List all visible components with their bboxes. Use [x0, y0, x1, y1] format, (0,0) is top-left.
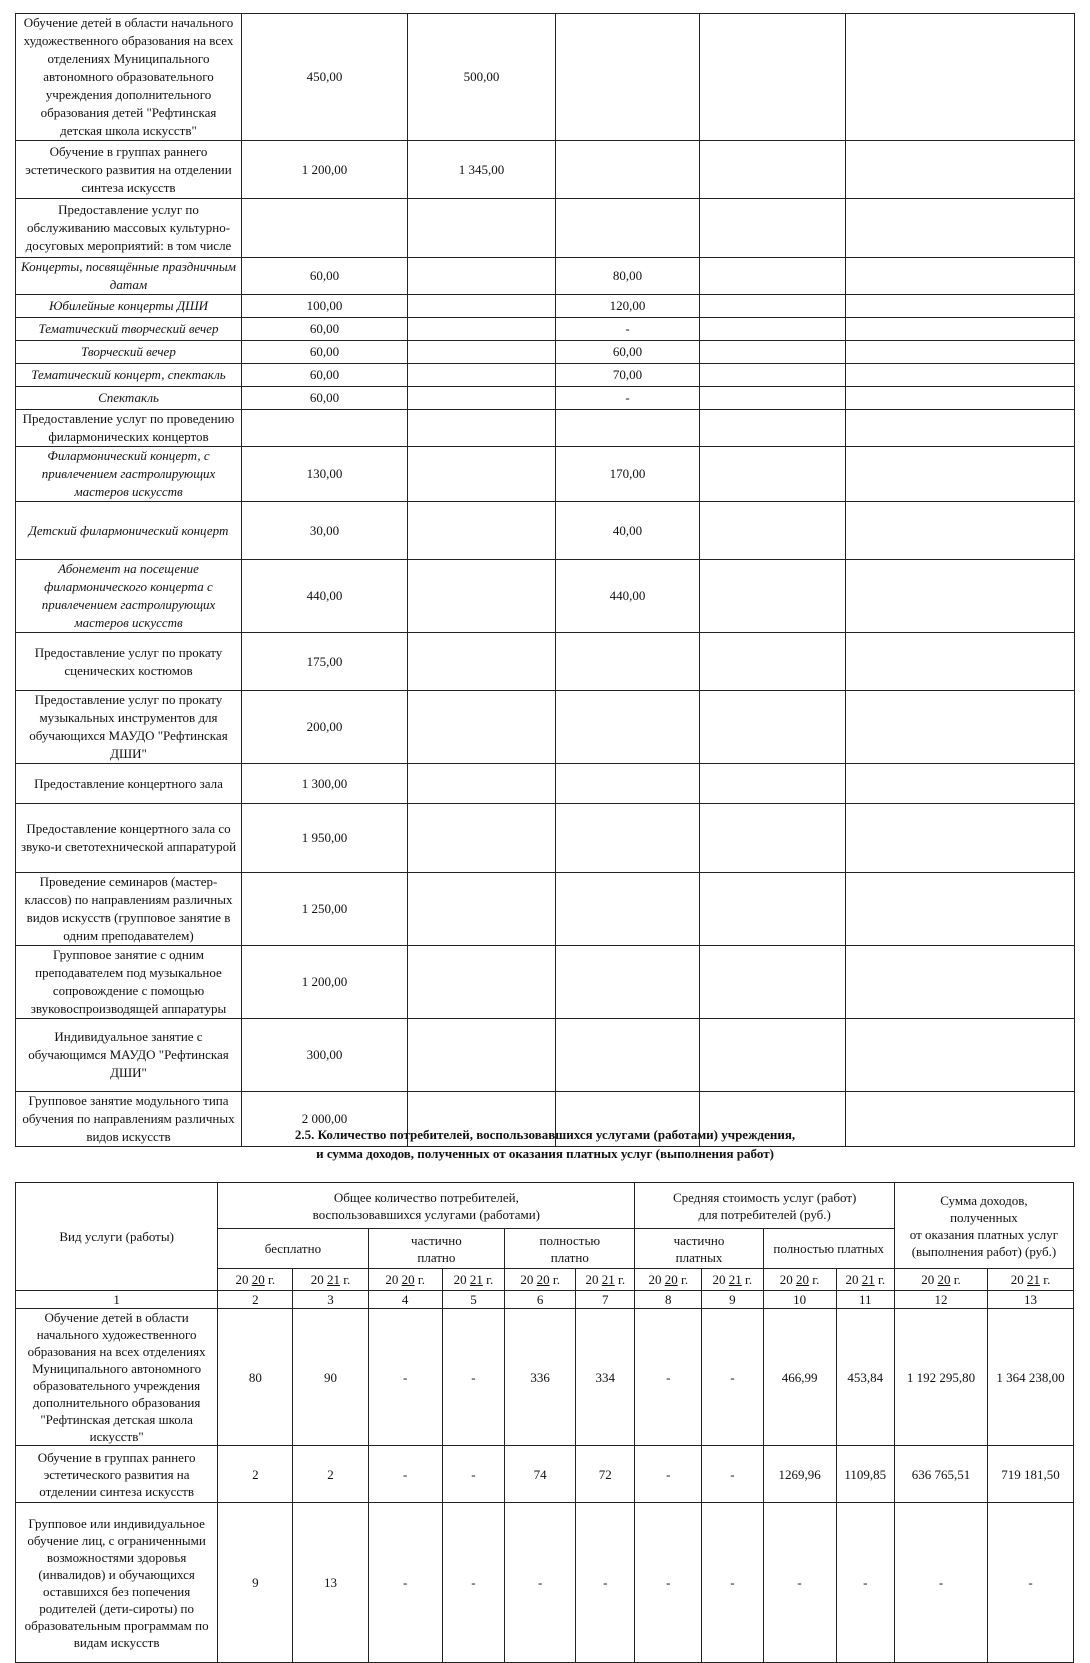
price-cell — [556, 14, 700, 141]
value-cell: 1 364 238,00 — [988, 1309, 1074, 1446]
price-cell — [700, 199, 846, 258]
price-cell — [556, 410, 700, 447]
value-cell: - — [988, 1503, 1074, 1663]
column-number: 4 — [368, 1291, 442, 1309]
year-cell — [293, 1269, 368, 1291]
price-cell: 130,00 — [242, 447, 408, 502]
price-cell — [556, 946, 700, 1019]
year-prefix: 20 — [520, 1272, 534, 1287]
header-partial-paid-line2: платных — [675, 1249, 723, 1265]
value-cell: 334 — [576, 1309, 635, 1446]
value-cell: 90 — [293, 1309, 368, 1446]
price-cell — [556, 873, 700, 946]
price-cell — [700, 318, 846, 341]
price-cell — [556, 764, 700, 804]
table-row — [16, 1019, 1075, 1092]
column-number: 2 — [218, 1291, 293, 1309]
price-cell — [846, 141, 1075, 199]
year-suffix: г. — [812, 1272, 820, 1287]
service-name-cell: Детский филармонический концерт — [16, 502, 242, 560]
price-cell — [556, 804, 700, 873]
prices-table-body — [16, 14, 1075, 1147]
price-cell — [846, 387, 1075, 410]
header-avg-cost — [635, 1183, 894, 1229]
column-number: 10 — [763, 1291, 836, 1309]
price-cell — [846, 410, 1075, 447]
column-number: 11 — [836, 1291, 894, 1309]
service-name-cell: Индивидуальное занятие с обучающимся МАУДО "Рефтинская ДШИ" — [16, 1019, 242, 1092]
column-number: 5 — [442, 1291, 504, 1309]
price-cell — [408, 341, 556, 364]
value-cell: - — [442, 1503, 504, 1663]
header-full — [505, 1229, 635, 1269]
price-cell — [846, 199, 1075, 258]
price-cell: 60,00 — [242, 341, 408, 364]
year-prefix: 20 — [779, 1272, 793, 1287]
year-prefix: 20 — [648, 1272, 662, 1287]
column-number: 9 — [702, 1291, 763, 1309]
year-suffix: г. — [617, 1272, 626, 1287]
price-cell: 1 200,00 — [242, 141, 408, 199]
header-partial — [368, 1229, 505, 1269]
service-name-cell: Предоставление услуг по прокату музыкальных инструментов для обучающихся МАУДО "Рефтинская ДШИ" — [16, 691, 242, 764]
header-consumers-line2: воспользовавшихся услугами (работами) — [312, 1206, 541, 1222]
year-value: 21 — [469, 1272, 483, 1287]
price-cell: 1 250,00 — [242, 873, 408, 946]
year-cell — [576, 1269, 635, 1291]
value-cell: 1269,96 — [763, 1446, 836, 1503]
service-name-cell: Тематический концерт, спектакль — [16, 364, 242, 387]
service-name-cell: Предоставление услуг по прокату сценических костюмов — [16, 633, 242, 691]
price-cell: 1 950,00 — [242, 804, 408, 873]
price-cell — [846, 804, 1075, 873]
year-value: 20 — [937, 1272, 951, 1287]
year-cell — [368, 1269, 442, 1291]
table-row — [16, 502, 1075, 560]
header-full-line2: платно — [550, 1249, 589, 1265]
header-avg-line1: Средняя стоимость услуг (работ) — [673, 1189, 857, 1205]
value-cell: 453,84 — [836, 1309, 894, 1446]
price-cell — [846, 258, 1075, 295]
year-suffix: г. — [745, 1272, 753, 1287]
header-sum-line3: от оказания платных услуг — [909, 1226, 1059, 1242]
price-cell — [556, 141, 700, 199]
year-prefix: 20 — [385, 1272, 399, 1287]
service-name-cell: Проведение семинаров (мастер-классов) по направлениям различных видов искусств (групповое занятие в одним преподавателем) — [16, 873, 242, 946]
year-value: 20 — [536, 1272, 550, 1287]
price-cell — [700, 946, 846, 1019]
price-cell: 120,00 — [556, 295, 700, 318]
value-cell: 80 — [218, 1309, 293, 1446]
price-cell — [408, 387, 556, 410]
value-cell: 2 — [293, 1446, 368, 1503]
price-cell — [846, 764, 1075, 804]
header-income-sum — [894, 1183, 1073, 1269]
table-row — [16, 560, 1075, 633]
header-free: бесплатно — [218, 1229, 368, 1269]
price-cell — [700, 364, 846, 387]
header-service-type: Вид услуги (работы) — [16, 1183, 218, 1291]
table-row — [16, 1446, 1074, 1503]
price-cell — [408, 364, 556, 387]
price-cell — [846, 14, 1075, 141]
price-cell — [700, 141, 846, 199]
price-cell — [700, 691, 846, 764]
year-suffix: г. — [417, 1272, 425, 1287]
service-name-cell: Групповое или индивидуальное обучение лиц, с ограниченными возможностями здоровья (инвалидов) и обучающихся оставшихся без попечения родителей (дети-сироты) по образовательным программам по видам искусств — [16, 1503, 218, 1663]
price-cell: 100,00 — [242, 295, 408, 318]
column-numbers-row — [16, 1291, 1074, 1309]
table-row — [16, 691, 1075, 764]
price-cell — [242, 410, 408, 447]
column-number: 8 — [635, 1291, 702, 1309]
value-cell: - — [368, 1309, 442, 1446]
service-name-cell: Предоставление услуг по обслуживанию массовых культурно-досуговых мероприятий: в том числе — [16, 199, 242, 258]
price-cell — [700, 804, 846, 873]
table-row — [16, 633, 1075, 691]
table-row — [16, 364, 1075, 387]
value-cell: 1109,85 — [836, 1446, 894, 1503]
value-cell: - — [635, 1309, 702, 1446]
column-number: 6 — [505, 1291, 576, 1309]
table-row — [16, 141, 1075, 199]
price-cell: - — [556, 387, 700, 410]
price-cell: 40,00 — [556, 502, 700, 560]
price-cell — [408, 691, 556, 764]
value-cell: - — [763, 1503, 836, 1663]
price-cell — [846, 318, 1075, 341]
header-sum-line4: (выполнения работ) (руб.) — [911, 1243, 1057, 1259]
service-name-cell: Обучение детей в области начального художественного образования на всех отделениях Муниципального автономного образовательного учреждения дополнительного образования "Рефтинская детская школа искусств" — [16, 1309, 218, 1446]
service-name-cell: Обучение в группах раннего эстетического развития на отделении синтеза искусств — [16, 141, 242, 199]
value-cell: 719 181,50 — [988, 1446, 1074, 1503]
service-name-cell: Творческий вечер — [16, 341, 242, 364]
price-cell: 1 345,00 — [408, 141, 556, 199]
table-row — [16, 387, 1075, 410]
price-cell — [408, 1019, 556, 1092]
header-full-line1: полностью — [539, 1232, 601, 1248]
price-cell — [408, 502, 556, 560]
year-value: 20 — [796, 1272, 810, 1287]
section-title: 2.5. Количество потребителей, воспользовавшихся услугами (работами) учреждения, — [294, 1127, 796, 1142]
price-cell — [408, 199, 556, 258]
table-row — [16, 295, 1075, 318]
value-cell: 13 — [293, 1503, 368, 1663]
price-cell: 2 000,00 — [242, 1092, 408, 1147]
price-cell: 60,00 — [242, 258, 408, 295]
header-partial-paid — [635, 1229, 763, 1269]
table-row — [16, 804, 1075, 873]
header-full-paid: полностью платных — [763, 1229, 894, 1269]
price-cell — [408, 410, 556, 447]
year-cell — [505, 1269, 576, 1291]
service-name-cell: Юбилейные концерты ДШИ — [16, 295, 242, 318]
price-cell — [408, 804, 556, 873]
service-name-cell: Тематический творческий вечер — [16, 318, 242, 341]
price-cell — [700, 387, 846, 410]
year-suffix: г. — [486, 1272, 494, 1287]
price-cell — [242, 199, 408, 258]
year-cell — [763, 1269, 836, 1291]
year-suffix: г. — [552, 1272, 560, 1287]
year-prefix: 20 — [235, 1272, 249, 1287]
price-cell — [700, 502, 846, 560]
section-subtitle: и сумма доходов, полученных от оказания платных услуг (выполнения работ) — [316, 1146, 774, 1161]
price-cell — [700, 633, 846, 691]
table-row — [16, 14, 1075, 141]
price-cell: 60,00 — [242, 364, 408, 387]
price-cell: 200,00 — [242, 691, 408, 764]
price-cell — [408, 873, 556, 946]
value-cell: - — [442, 1309, 504, 1446]
year-cell — [218, 1269, 293, 1291]
price-cell — [408, 946, 556, 1019]
service-name-cell: Спектакль — [16, 387, 242, 410]
column-number: 13 — [988, 1291, 1074, 1309]
price-cell — [846, 1019, 1075, 1092]
table-row — [16, 946, 1075, 1019]
value-cell: - — [635, 1446, 702, 1503]
header-partial-line2: платно — [417, 1249, 456, 1265]
price-cell — [846, 502, 1075, 560]
year-value: 20 — [401, 1272, 415, 1287]
price-cell: 60,00 — [556, 341, 700, 364]
year-prefix: 20 — [712, 1272, 726, 1287]
price-cell — [846, 946, 1075, 1019]
year-value: 21 — [1026, 1272, 1040, 1287]
value-cell: 466,99 — [763, 1309, 836, 1446]
year-cell — [442, 1269, 504, 1291]
consumers-table — [15, 1182, 1074, 1663]
value-cell: - — [505, 1503, 576, 1663]
year-cell — [702, 1269, 763, 1291]
column-number: 12 — [894, 1291, 987, 1309]
price-cell: 500,00 — [408, 14, 556, 141]
price-cell: 450,00 — [242, 14, 408, 141]
table-row — [16, 1503, 1074, 1663]
price-cell — [700, 873, 846, 946]
price-cell: 80,00 — [556, 258, 700, 295]
value-cell: - — [576, 1503, 635, 1663]
year-value: 21 — [728, 1272, 742, 1287]
year-prefix: 20 — [845, 1272, 859, 1287]
value-cell: - — [368, 1446, 442, 1503]
service-name-cell: Концерты, посвящённые праздничным датам — [16, 258, 242, 295]
year-suffix: г. — [953, 1272, 961, 1287]
price-cell: 60,00 — [242, 387, 408, 410]
header-consumers — [218, 1183, 635, 1229]
service-name-cell: Филармонический концерт, с привлечением гастролирующих мастеров искусств — [16, 447, 242, 502]
price-cell — [846, 364, 1075, 387]
price-cell: 440,00 — [242, 560, 408, 633]
price-cell — [846, 560, 1075, 633]
price-cell — [846, 447, 1075, 502]
price-cell — [408, 447, 556, 502]
header-partial-line1: частично — [411, 1232, 462, 1248]
price-cell: 1 200,00 — [242, 946, 408, 1019]
price-cell — [556, 633, 700, 691]
table-row — [16, 341, 1075, 364]
price-cell: 70,00 — [556, 364, 700, 387]
value-cell: - — [894, 1503, 987, 1663]
price-cell — [700, 1019, 846, 1092]
year-prefix: 20 — [921, 1272, 935, 1287]
value-cell: 2 — [218, 1446, 293, 1503]
value-cell: 1 192 295,80 — [894, 1309, 987, 1446]
price-cell: 30,00 — [242, 502, 408, 560]
header-partial-paid-line1: частично — [673, 1232, 725, 1248]
price-cell — [700, 560, 846, 633]
price-cell — [408, 258, 556, 295]
price-cell — [700, 14, 846, 141]
value-cell: 336 — [505, 1309, 576, 1446]
value-cell: 72 — [576, 1446, 635, 1503]
table-row — [16, 199, 1075, 258]
price-cell — [556, 199, 700, 258]
price-cell: 175,00 — [242, 633, 408, 691]
year-value: 21 — [861, 1272, 875, 1287]
table-row — [16, 410, 1075, 447]
consumers-table-body — [16, 1183, 1074, 1663]
price-cell: 1 300,00 — [242, 764, 408, 804]
value-cell: 9 — [218, 1503, 293, 1663]
price-cell — [700, 295, 846, 318]
price-cell: 170,00 — [556, 447, 700, 502]
table-row — [16, 764, 1075, 804]
year-prefix: 20 — [585, 1272, 599, 1287]
service-name-cell: Обучение в группах раннего эстетического развития на отделении синтеза искусств — [16, 1446, 218, 1503]
year-suffix: г. — [268, 1272, 276, 1287]
year-cell — [894, 1269, 987, 1291]
price-cell: - — [556, 318, 700, 341]
column-number: 1 — [16, 1291, 218, 1309]
price-cell — [556, 691, 700, 764]
prices-table — [15, 13, 1075, 1147]
column-number: 3 — [293, 1291, 368, 1309]
price-cell: 60,00 — [242, 318, 408, 341]
price-cell — [846, 873, 1075, 946]
year-suffix: г. — [1043, 1272, 1051, 1287]
year-prefix: 20 — [453, 1272, 467, 1287]
price-cell — [408, 560, 556, 633]
table-row — [16, 258, 1075, 295]
value-cell: - — [702, 1446, 763, 1503]
table-row — [16, 447, 1075, 502]
year-value: 20 — [251, 1272, 265, 1287]
table-row — [16, 1309, 1074, 1446]
value-cell: - — [442, 1446, 504, 1503]
header-avg-line2: для потребителей (руб.) — [698, 1206, 831, 1222]
year-cell — [635, 1269, 702, 1291]
value-cell: - — [635, 1503, 702, 1663]
value-cell: 74 — [505, 1446, 576, 1503]
table-row — [16, 318, 1075, 341]
price-cell: 300,00 — [242, 1019, 408, 1092]
price-cell — [408, 764, 556, 804]
header-sum-line2: полученных — [950, 1209, 1018, 1225]
price-cell — [408, 633, 556, 691]
price-cell — [846, 633, 1075, 691]
year-cell — [988, 1269, 1074, 1291]
price-cell — [408, 295, 556, 318]
year-value: 21 — [326, 1272, 340, 1287]
price-cell: 440,00 — [556, 560, 700, 633]
header-sum-line1: Сумма доходов, — [940, 1192, 1028, 1208]
value-cell: 636 765,51 — [894, 1446, 987, 1503]
year-cell — [836, 1269, 894, 1291]
service-name-cell: Предоставление услуг по проведению филармонических концертов — [16, 410, 242, 447]
year-suffix: г. — [877, 1272, 886, 1287]
column-number: 7 — [576, 1291, 635, 1309]
price-cell — [556, 1019, 700, 1092]
value-cell: - — [368, 1503, 442, 1663]
value-cell: - — [836, 1503, 894, 1663]
year-suffix: г. — [680, 1272, 689, 1287]
price-cell — [846, 341, 1075, 364]
price-cell — [846, 295, 1075, 318]
service-name-cell: Предоставление концертного зала — [16, 764, 242, 804]
price-cell — [700, 447, 846, 502]
table-row — [16, 873, 1075, 946]
year-value: 20 — [664, 1272, 678, 1287]
price-cell — [700, 341, 846, 364]
service-name-cell: Предоставление концертного зала со звуко-и светотехнической аппаратурой — [16, 804, 242, 873]
price-cell — [408, 318, 556, 341]
price-cell — [700, 764, 846, 804]
header-consumers-line1: Общее количество потребителей, — [333, 1189, 519, 1205]
year-suffix: г. — [343, 1272, 351, 1287]
value-cell: - — [702, 1503, 763, 1663]
service-name-cell: Абонемент на посещение филармонического концерта с привлечением гастролирующих мастеров искусств — [16, 560, 242, 633]
service-name-cell: Групповое занятие модульного типа обучения по направлениям различных видов искусств — [16, 1092, 242, 1147]
price-cell — [846, 691, 1075, 764]
service-name-cell: Групповое занятие с одним преподавателем под музыкальное сопровождение с помощью звуковоспроизводящей аппаратуры — [16, 946, 242, 1019]
year-prefix: 20 — [1010, 1272, 1024, 1287]
price-cell — [700, 410, 846, 447]
service-name-cell: Обучение детей в области начального художественного образования на всех отделениях Муниципального автономного образовательного учреждения дополнительного образования детей "Рефтинская детская школа искусств" — [16, 14, 242, 141]
price-cell — [700, 258, 846, 295]
year-value: 21 — [601, 1272, 615, 1287]
year-prefix: 20 — [310, 1272, 324, 1287]
value-cell: - — [702, 1309, 763, 1446]
